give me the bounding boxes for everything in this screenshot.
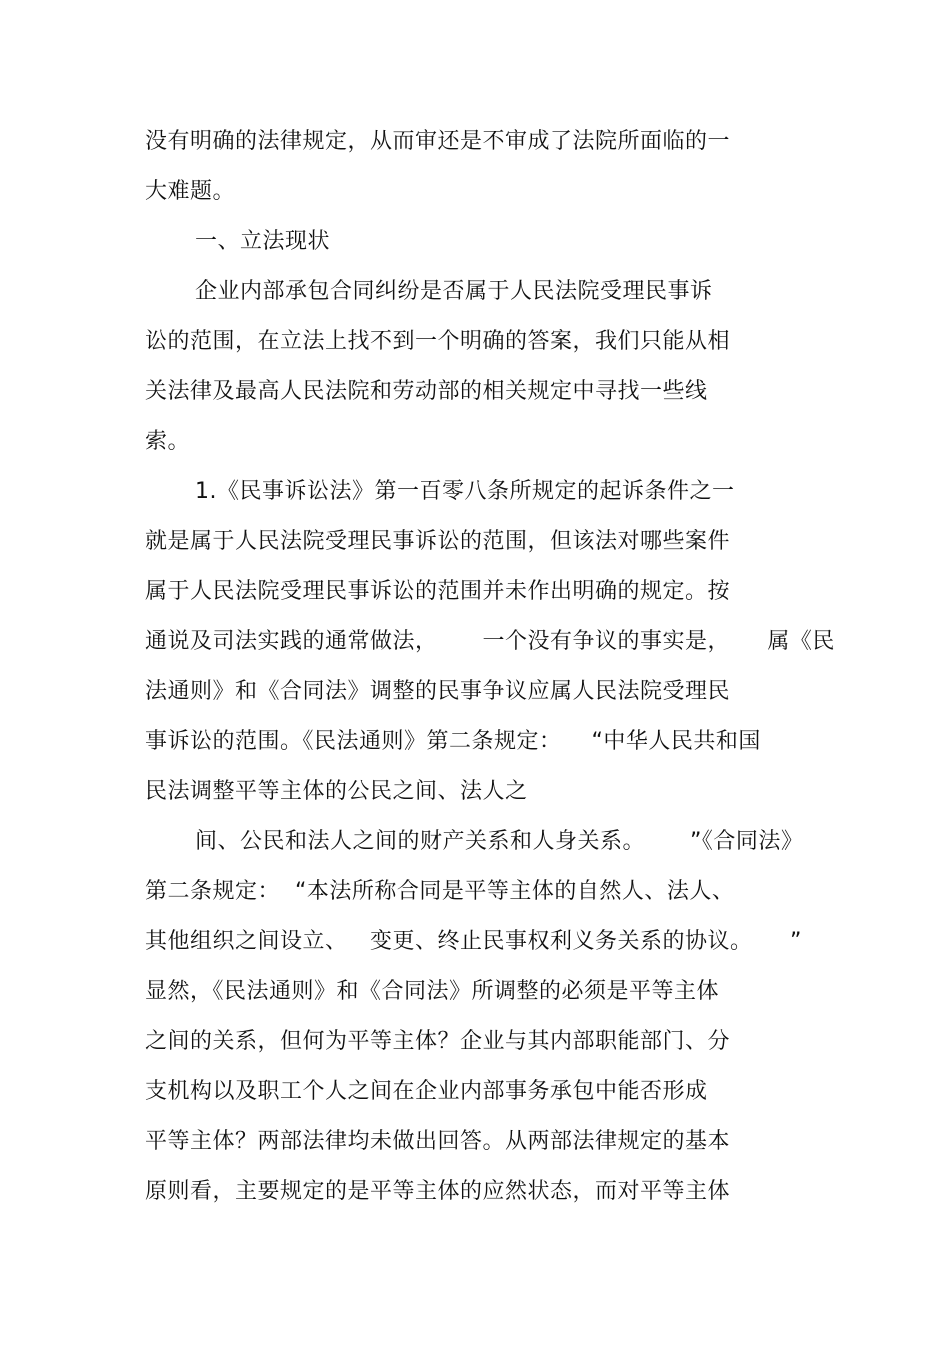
text-line: 法通则》和《合同法》调整的民事争议应属人民法院受理民 xyxy=(145,679,731,704)
text-line: 原则看，主要规定的是平等主体的应然状态，而对平等主体 xyxy=(145,1179,731,1204)
text-line: 属于人民法院受理民事诉讼的范围并未作出明确的规定。按 xyxy=(145,579,731,604)
text-line: 关法律及最高人民法院和劳动部的相关规定中寻找一些线 xyxy=(145,379,708,404)
text-line: 平等主体？两部法律均未做出回答。从两部法律规定的基本 xyxy=(145,1129,731,1154)
text-line: 通说及司法实践的通常做法， 一个没有争议的事实是， 属《民 xyxy=(145,629,835,654)
text-line: 索。 xyxy=(145,429,191,454)
text-line: 事诉讼的范围。《民法通则》第二条规定： “中华人民共和国 xyxy=(145,729,761,754)
text-line: 支机构以及职工个人之间在企业内部事务承包中能否形成 xyxy=(145,1079,708,1104)
text-line: 显然，《民法通则》和《合同法》所调整的必须是平等主体 xyxy=(145,979,720,1004)
text-line: 之间的关系，但何为平等主体？企业与其内部职能部门、分 xyxy=(145,1029,731,1054)
section-heading: 一、立法现状 xyxy=(195,229,331,254)
text-line: 就是属于人民法院受理民事诉讼的范围，但该法对哪些案件 xyxy=(145,529,731,554)
text-line: 第二条规定： “本法所称合同是平等主体的自然人、法人、 xyxy=(145,879,735,904)
text-line: 没有明确的法律规定，从而审还是不审成了法院所面临的一 xyxy=(145,129,731,154)
text-line: 企业内部承包合同纠纷是否属于人民法院受理民事诉 xyxy=(195,279,713,304)
text-line: 大难题。 xyxy=(145,179,236,204)
text-line: 其他组织之间设立、 变更、终止民事权利义务关系的协议。 ” xyxy=(145,929,802,954)
text-line: 间、公民和法人之间的财产关系和人身关系。 ”《合同法》 xyxy=(195,829,804,854)
text-line: 讼的范围，在立法上找不到一个明确的答案，我们只能从相 xyxy=(145,329,731,354)
text-line: 民法调整平等主体的公民之间、法人之 xyxy=(145,779,528,804)
text-line: 1.《民事诉讼法》第一百零八条所规定的起诉条件之一 xyxy=(195,479,735,504)
